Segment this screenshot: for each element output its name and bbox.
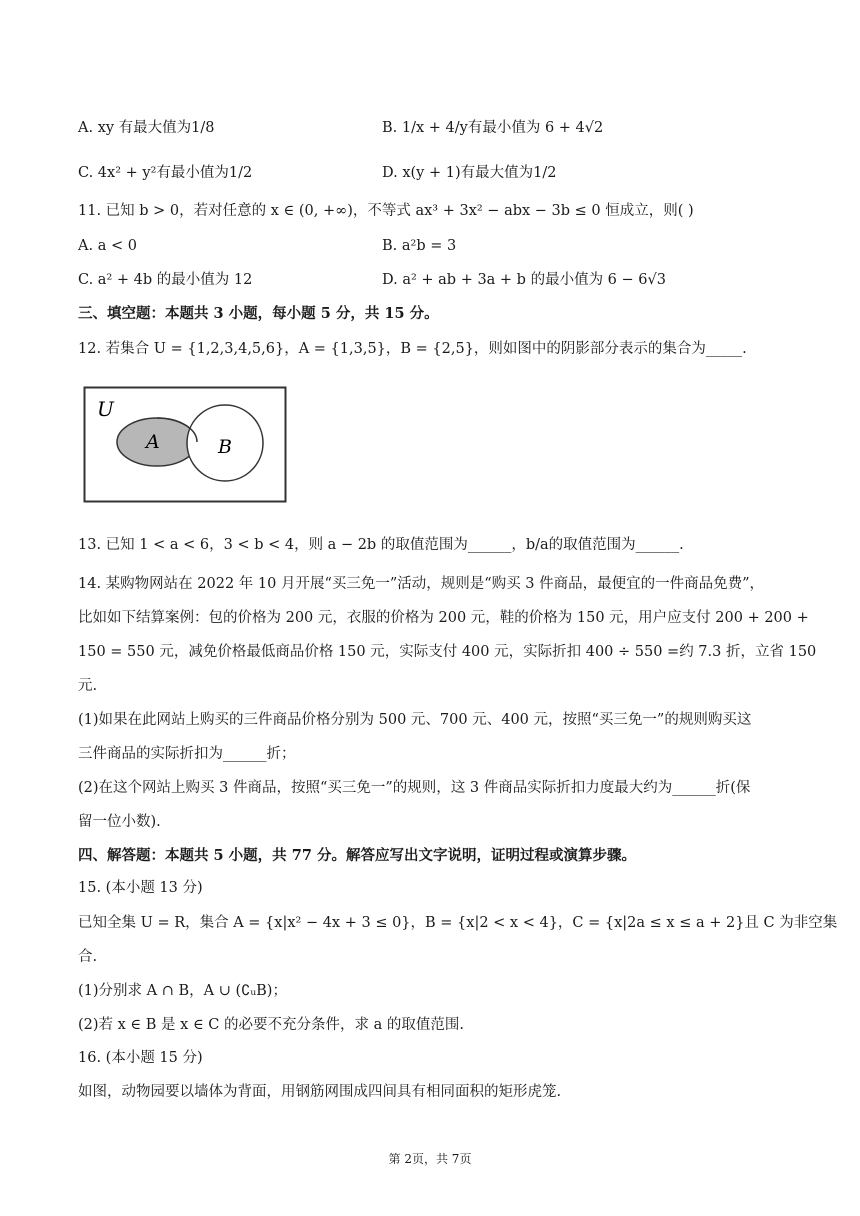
- q14-line-2: 比如如下结算案例：包的价格为 200 元，衣服的价格为 200 元，鞋的价格为 150 元，用户应支付 200 + 200 +: [78, 610, 809, 626]
- section-4-heading: 四、解答题：本题共 5 小题，共 77 分。解答应写出文字说明，证明过程或演算步骤。: [78, 847, 636, 864]
- q10-option-a: A. xy 有最大值为1/8: [78, 120, 215, 136]
- q14-line-3: 150 = 550 元，减免价格最低商品价格 150 元，实际支付 400 元，实际折扣 400 ÷ 550 =约 7.3 折，立省 150: [78, 644, 817, 660]
- venn-label-u: U: [97, 397, 114, 421]
- q15-line-1: 已知全集 U = R，集合 A = {x|x² − 4x + 3 ≤ 0}，B = {x|2 < x < 4}，C = {x|2a ≤ x ≤ a + 2}且 C 为非空集: [78, 915, 838, 931]
- q15-line-2: 合.: [78, 949, 98, 965]
- q11-option-d: D. a² + ab + 3a + b 的最小值为 6 − 6√3: [382, 272, 666, 288]
- q11-option-a: A. a < 0: [78, 238, 137, 254]
- q14-part-1-line-2: 三件商品的实际折扣为______折；: [78, 746, 296, 762]
- q10-option-b: B. 1/x + 4/y有最小值为 6 + 4√2: [382, 120, 604, 136]
- venn-label-a: A: [146, 431, 160, 453]
- page-footer: 第 2页，共 7页: [388, 1152, 472, 1166]
- q11-stem: 11. 已知 b > 0，若对任意的 x ∈ (0, +∞)，不等式 ax³ + 3x² − abx − 3b ≤ 0 恒成立，则( ): [78, 203, 694, 219]
- q14-line-4: 元.: [78, 678, 98, 694]
- q11-option-c: C. a² + 4b 的最小值为 12: [78, 272, 253, 288]
- q14-part-2-line-2: 留一位小数).: [78, 814, 161, 830]
- q14-part-1-line-1: (1)如果在此网站上购买的三件商品价格分别为 500 元、700 元、400 元，按照“买三免一”的规则购买这: [78, 712, 752, 728]
- q10-option-d: D. x(y + 1)有最大值为1/2: [382, 165, 557, 181]
- q15-heading: 15. (本小题 13 分): [78, 880, 203, 896]
- venn-label-b: B: [218, 436, 232, 458]
- q15-part-2: (2)若 x ∈ B 是 x ∈ C 的必要不充分条件，求 a 的取值范围.: [78, 1017, 464, 1033]
- q14-line-1: 14. 某购物网站在 2022 年 10 月开展“买三免一”活动，规则是“购买 3 件商品，最便宜的一件商品免费”，: [78, 576, 765, 592]
- q12-stem: 12. 若集合 U = {1,2,3,4,5,6}，A = {1,3,5}，B = {2,5}，则如图中的阴影部分表示的集合为_____.: [78, 341, 747, 357]
- venn-diagram: [83, 386, 289, 506]
- q10-option-c: C. 4x² + y²有最小值为1/2: [78, 165, 253, 181]
- q15-part-1: (1)分别求 A ∩ B，A ∪ (∁ᵤB)；: [78, 983, 287, 999]
- q14-part-2-line-1: (2)在这个网站上购买 3 件商品，按照“买三免一”的规则，这 3 件商品实际折扣力度最大约为______折(保: [78, 780, 751, 796]
- section-3-heading: 三、填空题：本题共 3 小题，每小题 5 分，共 15 分。: [78, 305, 439, 322]
- q11-option-b: B. a²b = 3: [382, 238, 457, 254]
- q16-line-1: 如图，动物园要以墙体为背面，用钢筋网围成四间具有相同面积的矩形虎笼.: [78, 1084, 562, 1100]
- q13-stem: 13. 已知 1 < a < 6，3 < b < 4，则 a − 2b 的取值范围为______，b/a的取值范围为______.: [78, 537, 684, 553]
- q16-heading: 16. (本小题 15 分): [78, 1050, 203, 1066]
